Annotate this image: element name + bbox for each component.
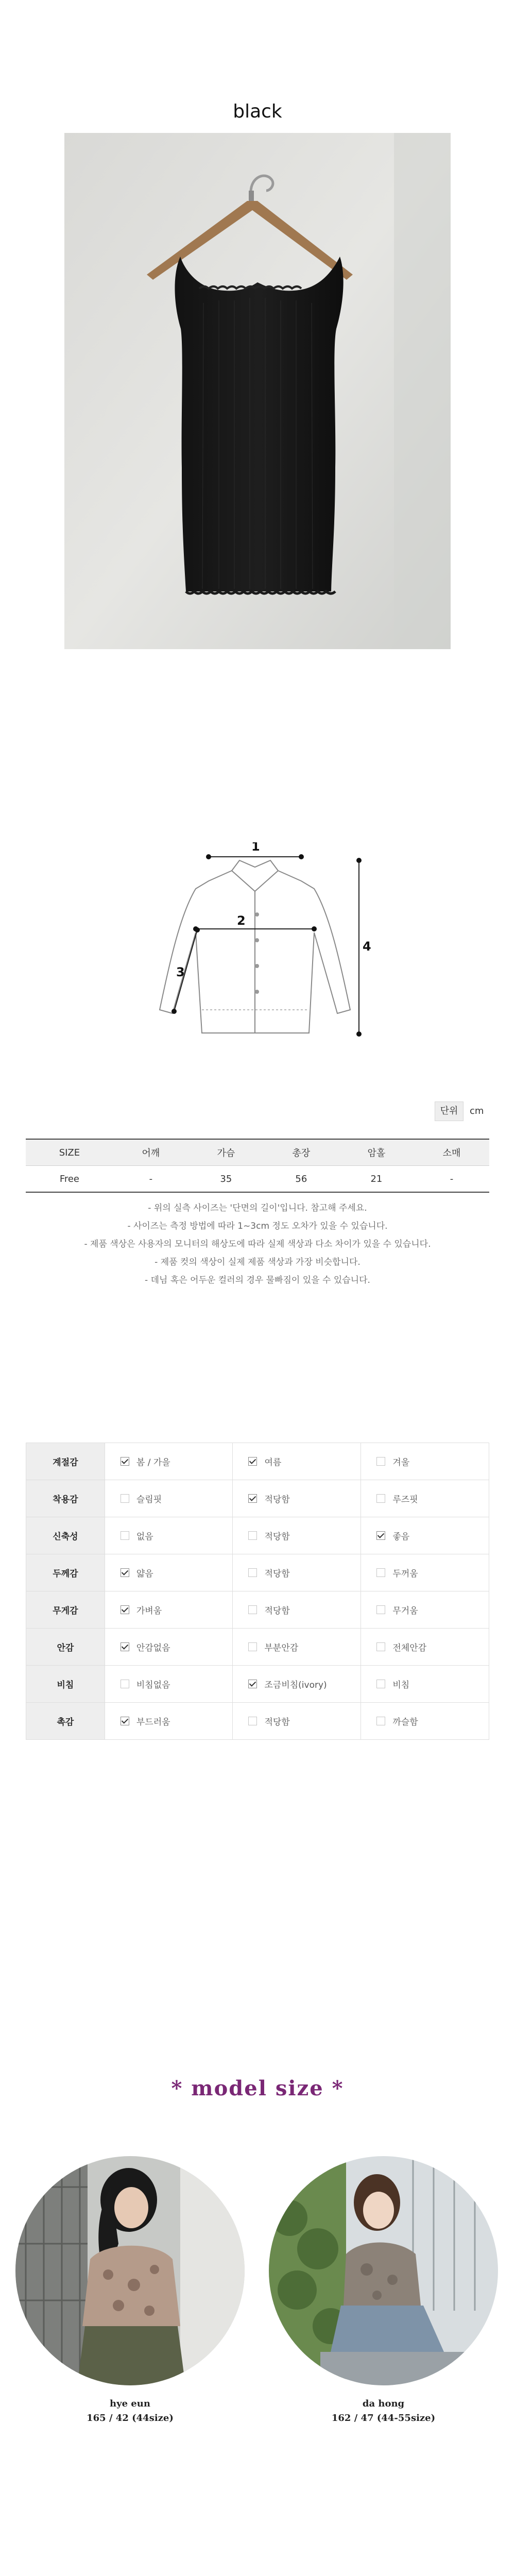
- checkbox-icon: [376, 1457, 385, 1466]
- cell-sleeve: -: [450, 1173, 454, 1184]
- checked-checkbox-icon: [248, 1680, 257, 1688]
- attribute-option-label: 적당함: [264, 1495, 290, 1505]
- checkbox-icon: [376, 1605, 385, 1614]
- checked-checkbox-icon: [121, 1605, 129, 1614]
- attribute-option-label: 비침없음: [136, 1680, 170, 1690]
- attribute-option-label: 가벼움: [136, 1606, 162, 1616]
- attribute-option-inner: [105, 1455, 233, 1468]
- attribute-option: [105, 1480, 233, 1517]
- attribute-option-label: 적당함: [264, 1717, 290, 1727]
- attribute-option-inner: [361, 1455, 489, 1468]
- diagram-label-1: 1: [251, 842, 260, 854]
- attribute-option: [233, 1666, 361, 1703]
- attribute-row: [26, 1554, 489, 1591]
- attribute-option-label: 부드러움: [136, 1717, 170, 1727]
- header-chest: 가슴: [217, 1148, 235, 1159]
- model-size-1: 165 / 42 (44size): [87, 2413, 174, 2424]
- checkbox-icon: [121, 1531, 129, 1540]
- attribute-option-label: 조금비침(ivory): [264, 1680, 327, 1690]
- attribute-option: [361, 1554, 489, 1591]
- cell-size: Free: [59, 1173, 80, 1184]
- attribute-option-inner: [105, 1529, 233, 1542]
- attribute-label: 신축성: [26, 1517, 105, 1554]
- attribute-option: [361, 1517, 489, 1554]
- checkbox-icon: [248, 1605, 257, 1614]
- note-line: - 데님 혹은 어두운 컬러의 경우 물빠짐이 있을 수 있습니다.: [145, 1275, 370, 1285]
- attribute-row: [26, 1703, 489, 1740]
- checkbox-icon: [376, 1568, 385, 1577]
- checked-checkbox-icon: [121, 1568, 129, 1577]
- attribute-option-label: 좋음: [392, 1532, 410, 1542]
- cell-shoulder: -: [149, 1173, 153, 1184]
- checked-checkbox-icon: [248, 1457, 257, 1466]
- model-size-title: * model size *: [171, 2076, 344, 2100]
- attribute-option-label: 적당함: [264, 1532, 290, 1542]
- model-photo-1: [15, 2156, 245, 2385]
- color-title: black: [233, 101, 282, 122]
- attribute-option-label: 여름: [264, 1458, 282, 1468]
- attribute-option-label: 슬림핏: [136, 1495, 162, 1505]
- attribute-option-inner: [233, 1715, 360, 1727]
- attribute-option-inner: [361, 1492, 489, 1505]
- attribute-option-inner: [105, 1715, 233, 1727]
- size-table-header-row: [26, 1139, 489, 1166]
- attribute-option-inner: [233, 1603, 360, 1616]
- checked-checkbox-icon: [121, 1457, 129, 1466]
- attribute-option-inner: [105, 1640, 233, 1653]
- attribute-option-inner: [361, 1640, 489, 1653]
- attribute-option: [233, 1591, 361, 1629]
- attribute-option: [361, 1480, 489, 1517]
- attribute-option-label: 비침: [392, 1680, 410, 1690]
- checkbox-icon: [248, 1717, 257, 1725]
- attribute-option-inner: [361, 1677, 489, 1690]
- attribute-option: [361, 1666, 489, 1703]
- model-size-2: 162 / 47 (44-55size): [331, 2413, 436, 2424]
- table-row: [26, 1166, 489, 1193]
- checked-checkbox-icon: [121, 1642, 129, 1651]
- attribute-option-label: 적당함: [264, 1569, 290, 1579]
- attribute-option-label: 얇음: [136, 1569, 153, 1579]
- model-name-1: hye eun: [110, 2398, 150, 2409]
- attribute-option: [233, 1703, 361, 1740]
- attribute-option: [361, 1443, 489, 1480]
- diagram-label-3: 3: [176, 965, 185, 979]
- attribute-option-inner: [105, 1566, 233, 1579]
- attribute-option-inner: [361, 1603, 489, 1616]
- attribute-option-label: 겨울: [392, 1458, 410, 1468]
- attribute-row: [26, 1480, 489, 1517]
- attribute-option: [361, 1629, 489, 1666]
- checked-checkbox-icon: [121, 1717, 129, 1725]
- cell-length: 56: [295, 1173, 307, 1184]
- attribute-option-inner: [361, 1566, 489, 1579]
- attribute-option-label: 봄 / 가을: [136, 1458, 170, 1468]
- fabric-attribute-table: [26, 1443, 489, 1740]
- attribute-label: 두께감: [26, 1554, 105, 1591]
- attribute-option-inner: [233, 1566, 360, 1579]
- attribute-option: [105, 1554, 233, 1591]
- note-line: - 사이즈는 측정 방법에 따라 1~3cm 정도 오차가 있을 수 있습니다.: [127, 1221, 388, 1231]
- checkbox-icon: [121, 1680, 129, 1688]
- checkbox-icon: [376, 1494, 385, 1503]
- cell-chest: 35: [220, 1173, 232, 1184]
- attribute-option-label: 부분안감: [264, 1643, 299, 1653]
- unit-value: cm: [470, 1106, 484, 1116]
- checkbox-icon: [248, 1568, 257, 1577]
- attribute-row: [26, 1666, 489, 1703]
- attribute-row: [26, 1517, 489, 1554]
- checkbox-icon: [376, 1642, 385, 1651]
- attribute-option: [105, 1629, 233, 1666]
- attribute-option-label: 두꺼움: [392, 1569, 418, 1579]
- attribute-option: [233, 1629, 361, 1666]
- attribute-option-inner: [361, 1715, 489, 1727]
- size-notes: [0, 1199, 515, 1290]
- attribute-option-label: 루즈핏: [392, 1495, 418, 1505]
- attribute-row: [26, 1591, 489, 1629]
- attribute-label: 착용감: [26, 1480, 105, 1517]
- note-line: - 제품 색상은 사용자의 모니터의 해상도에 따라 실제 색상과 다소 차이가 있을 수 있습니다.: [84, 1239, 431, 1249]
- attribute-option-inner: [233, 1492, 360, 1505]
- header-sleeve: 소매: [442, 1148, 461, 1159]
- attribute-option: [361, 1591, 489, 1629]
- attribute-option-label: 없음: [136, 1532, 153, 1542]
- attribute-row: [26, 1443, 489, 1480]
- attribute-option: [233, 1480, 361, 1517]
- attribute-option-inner: [105, 1603, 233, 1616]
- attribute-option: [105, 1443, 233, 1480]
- attribute-option-label: 까슬함: [392, 1717, 418, 1727]
- header-shoulder: 어깨: [142, 1148, 160, 1159]
- diagram-label-4: 4: [363, 939, 371, 954]
- size-table: [26, 1139, 489, 1193]
- header-length: 총장: [292, 1148, 311, 1159]
- attribute-label: 무게감: [26, 1591, 105, 1629]
- header-size: SIZE: [59, 1147, 80, 1158]
- attribute-option: [105, 1591, 233, 1629]
- size-diagram: [144, 842, 371, 1048]
- attribute-option-label: 적당함: [264, 1606, 290, 1616]
- diagram-label-2: 2: [237, 913, 246, 928]
- attribute-option: [105, 1517, 233, 1554]
- attribute-option: [233, 1554, 361, 1591]
- attribute-option-label: 무거움: [392, 1606, 418, 1616]
- attribute-option: [361, 1703, 489, 1740]
- attribute-option-inner: [233, 1529, 360, 1542]
- checkbox-icon: [121, 1494, 129, 1503]
- attribute-label: 안감: [26, 1629, 105, 1666]
- attribute-option: [105, 1666, 233, 1703]
- note-line: - 위의 실측 사이즈는 '단면의 길이'입니다. 참고해 주세요.: [148, 1203, 367, 1213]
- attribute-label: 촉감: [26, 1703, 105, 1740]
- note-line: - 제품 컷의 색상이 실제 제품 색상과 가장 비슷합니다.: [154, 1257, 360, 1267]
- model-photo-2: [269, 2156, 498, 2385]
- attribute-option: [105, 1703, 233, 1740]
- attribute-option-inner: [233, 1640, 360, 1653]
- attribute-label: 계절감: [26, 1443, 105, 1480]
- checkbox-icon: [376, 1680, 385, 1688]
- checkbox-icon: [376, 1717, 385, 1725]
- product-photo: [64, 133, 451, 649]
- unit-button[interactable]: 단위: [435, 1101, 464, 1121]
- attribute-option-label: 안감없음: [136, 1643, 170, 1653]
- attribute-label: 비침: [26, 1666, 105, 1703]
- attribute-option-inner: [233, 1677, 360, 1690]
- checked-checkbox-icon: [376, 1531, 385, 1540]
- attribute-option: [233, 1517, 361, 1554]
- attribute-option-inner: [233, 1455, 360, 1468]
- attribute-option-inner: [105, 1492, 233, 1505]
- model-name-2: da hong: [362, 2398, 405, 2409]
- attribute-option: [233, 1443, 361, 1480]
- checkbox-icon: [248, 1642, 257, 1651]
- checkbox-icon: [248, 1531, 257, 1540]
- attribute-option-inner: [105, 1677, 233, 1690]
- attribute-option-inner: [361, 1529, 489, 1542]
- attribute-option-label: 전체안감: [392, 1643, 427, 1653]
- attribute-row: [26, 1629, 489, 1666]
- header-armhole: 암홀: [367, 1148, 386, 1159]
- checked-checkbox-icon: [248, 1494, 257, 1503]
- cell-armhole: 21: [370, 1173, 383, 1184]
